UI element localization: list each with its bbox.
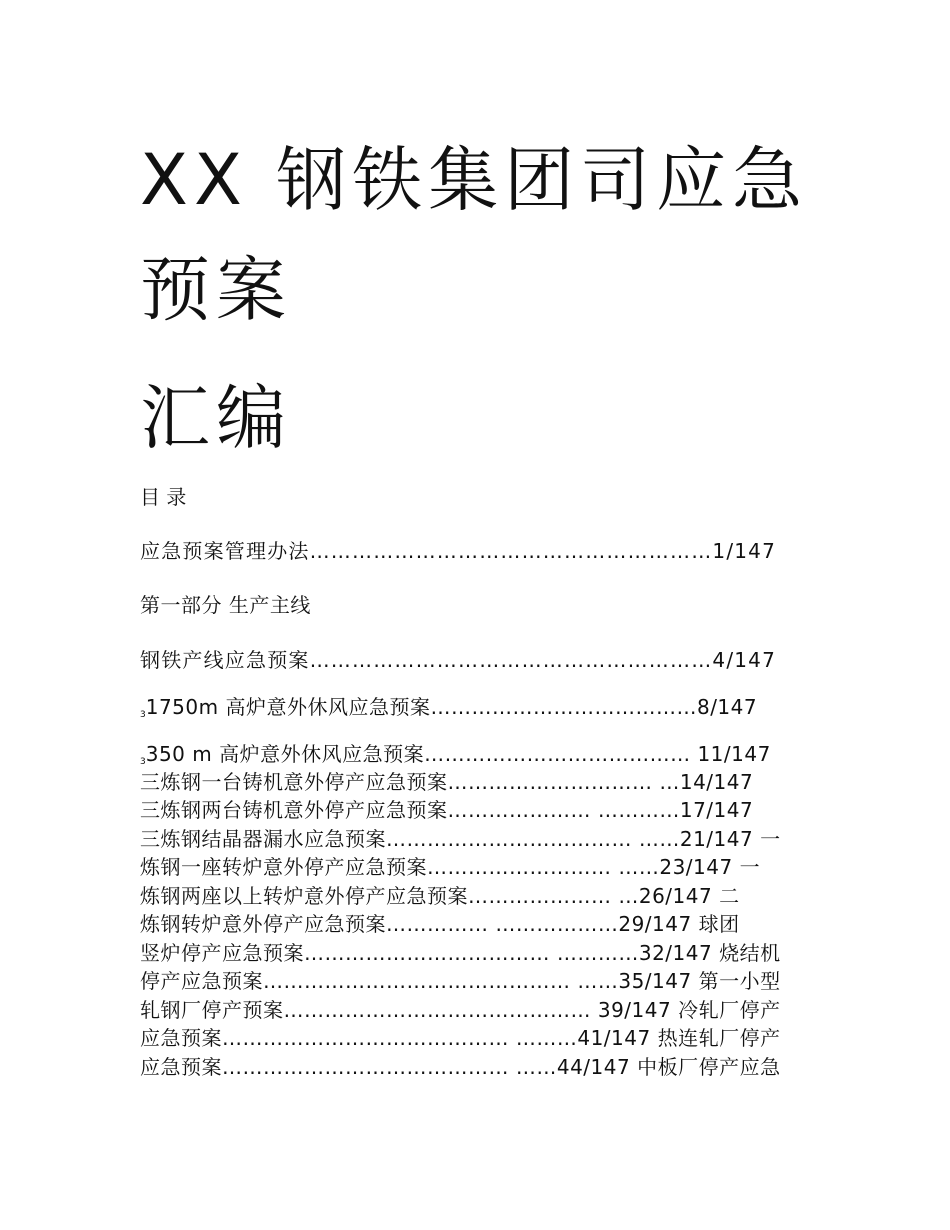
subscript-marker: 3 xyxy=(140,710,146,720)
document-title-line-1: XX 钢铁集团司应急 xyxy=(140,139,809,221)
toc-entry-text: 1750m 高炉意外休风应急预案…………………………………8/147 xyxy=(145,695,758,719)
toc-entry-line: 三炼钢一台铸机意外停产应急预案………………………… …14/147 xyxy=(140,770,754,794)
toc-entry-line: 竖炉停产应急预案……………………………… …………32/147 烧结机 xyxy=(140,941,781,965)
toc-entry-1750m-blast-furnace xyxy=(140,694,757,728)
toc-entry-line: 应急预案…………………………………… ………41/147 热连轧厂停产 xyxy=(140,1026,781,1050)
toc-entry-line: 三炼钢结晶器漏水应急预案……………………………… ……21/147 一 xyxy=(140,827,781,851)
toc-entry-management-measures: 应急预案管理办法…………………………………………………1/147 xyxy=(140,539,777,563)
toc-entry-line: 停产应急预案……………………………………… ……35/147 第一小型 xyxy=(140,969,781,993)
document-title-line-3: 汇编 xyxy=(140,377,292,459)
toc-entry-line: 炼钢两座以上转炉意外停产应急预案………………… …26/147 二 xyxy=(140,884,740,908)
document-title-line-2: 预案 xyxy=(140,249,292,331)
toc-entry-text: 350 m 高炉意外休风应急预案………………………………… 11/147 xyxy=(145,742,771,766)
toc-heading: 目 录 xyxy=(140,485,187,509)
toc-entry-line: 三炼钢两台铸机意外停产应急预案………………… …………17/147 xyxy=(140,798,754,822)
toc-entry-line: 轧钢厂停产预案……………………………………… 39/147 冷轧厂停产 xyxy=(140,998,781,1022)
toc-entry-steel-line: 钢铁产线应急预案…………………………………………………4/147 xyxy=(140,648,777,672)
toc-section-heading: 第一部分 生产主线 xyxy=(140,593,311,617)
toc-entry-line: 炼钢一座转炉意外停产应急预案……………………… ……23/147 一 xyxy=(140,855,761,879)
subscript-marker: 3 xyxy=(140,757,146,767)
toc-entry-line: 炼钢转炉意外停产应急预案…………… ………………29/147 球团 xyxy=(140,912,740,936)
toc-entry-line: 应急预案…………………………………… ……44/147 中板厂停产应急 xyxy=(140,1055,781,1079)
